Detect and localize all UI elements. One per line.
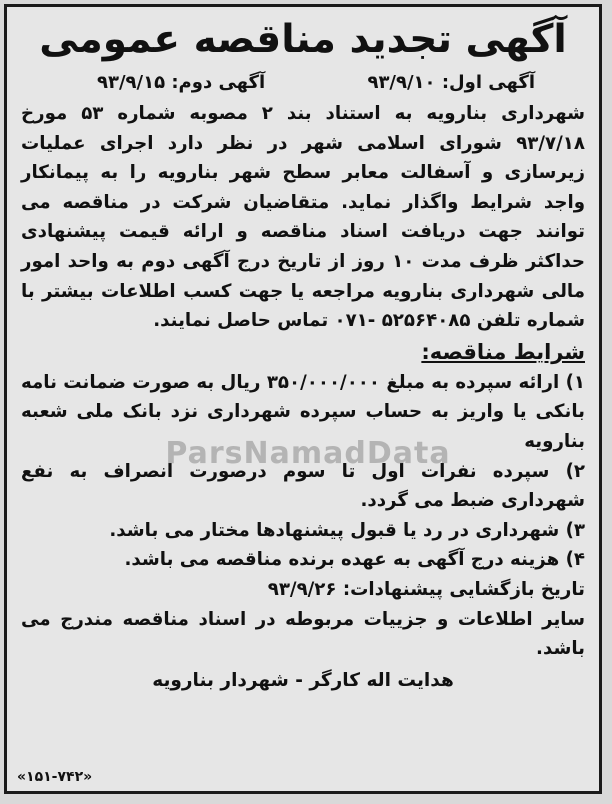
watermark: ParsNamadData [165,436,451,471]
second-notice-date: آگهی دوم: ۹۳/۹/۱۵ [97,72,266,93]
condition-1: ۱) ارائه سپرده به مبلغ ۳۵۰/۰۰۰/۰۰۰ ریال به صورت ضمانت نامه بانکی یا واریز به حساب سپرده شهرداری نزد بانک ملی شعبه بنارویه [21,371,586,452]
condition-2: ۲) سپرده نفرات اول تا سوم درصورت انصراف به نفع شهرداری ضبط می گردد. [21,460,585,512]
notice-paragraph: شهرداری بنارویه به استناد بند ۲ مصوبه شماره ۵۳ مورخ ۹۳/۷/۱۸ شورای اسلامی شهر در نظر دارد اجرای عملیات زیرسازی و آسفالت معابر سطح شهر بنارویه را به پیمانکار واجد شرایط واگذار نماید. متقاضیان شرکت در مناقصه می توانند جهت دریافت اسناد مناقصه و ارائه قیمت پیشنهادی حداکثر ظرف مدت ۱۰ روز از تاریخ درج آگهی دوم به واحد امور مالی شهرداری بنارویه مراجعه یا جهت کسب اطلاعات بیشتر با شماره تلفن ۵۲۵۶۴۰۸۵ -۰۷۱ تماس حاصل نمایند. [21,103,585,332]
signature: هدایت اله کارگر - شهردار بنارویه [152,669,454,691]
condition-3: ۳) شهرداری در رد یا قبول پیشنهادها مختار می باشد. [109,519,585,541]
notice-title: آگهی تجدید مناقصه عمومی [39,17,567,62]
notice-dates [97,71,535,95]
notice-code: «۱۵۱-۷۴۲» [17,769,93,785]
other-info: سایر اطلاعات و جزییات مربوطه در اسناد مناقصه مندرج می باشد. [21,608,585,660]
condition-4: ۴) هزینه درج آگهی به عهده برنده مناقصه می باشد. [124,549,585,571]
first-notice-date: آگهی اول: ۹۳/۹/۱۰ [367,72,535,93]
opening-date: تاریخ بازگشایی پیشنهادات: ۹۳/۹/۲۶ [267,578,585,600]
conditions-title: شرایط مناقصه: [421,339,585,364]
tender-notice [4,4,602,794]
notice-body [21,99,585,664]
